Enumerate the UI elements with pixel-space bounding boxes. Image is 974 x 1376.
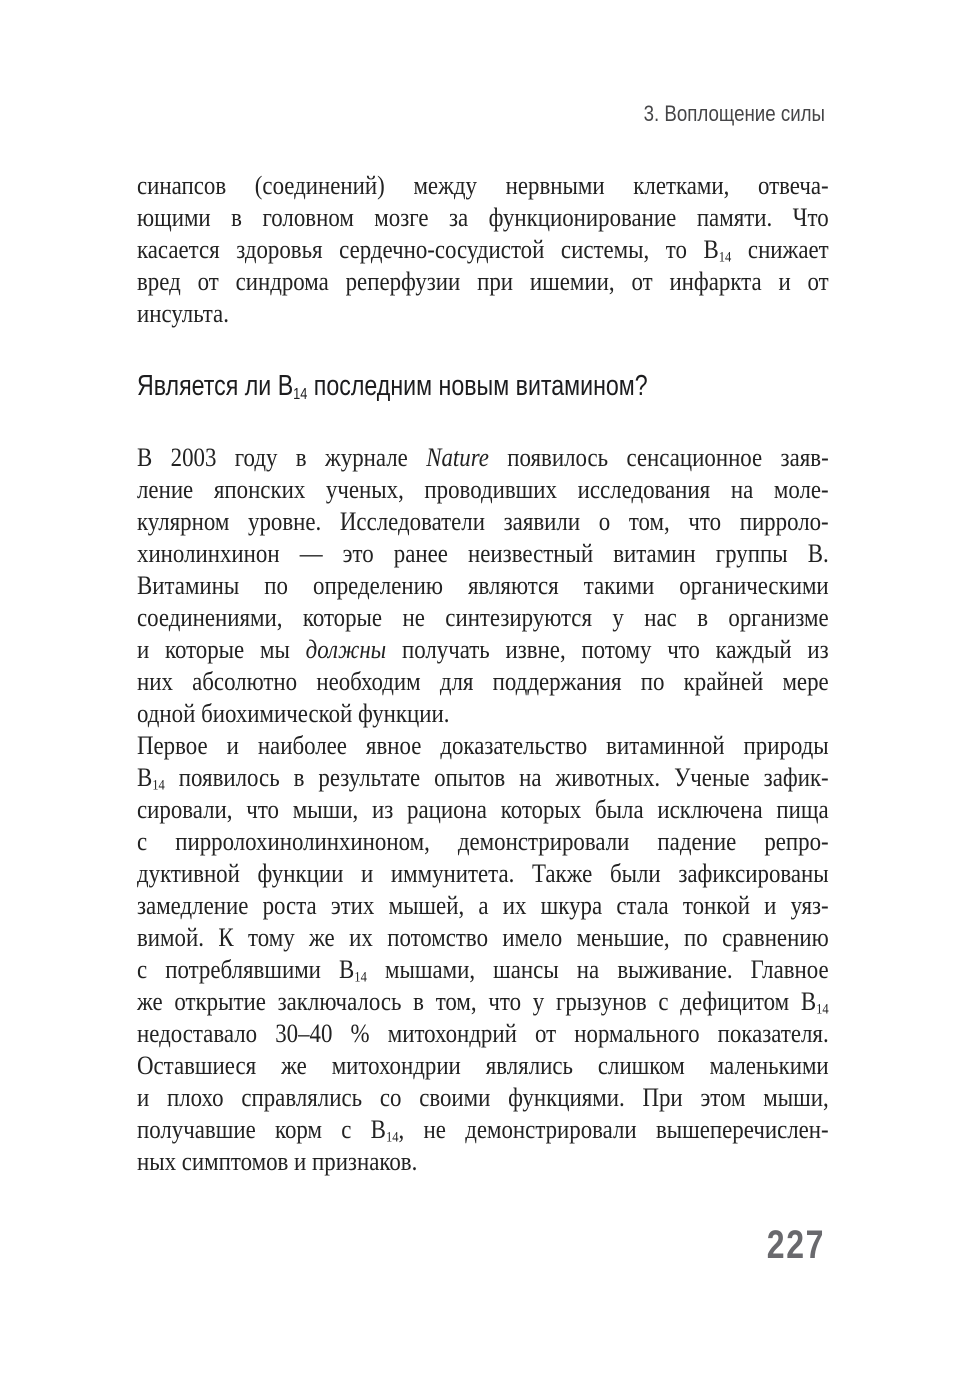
- text-segment: ных симптомов и признаков.: [137, 1147, 418, 1176]
- text-segment: же открытие заключалось в том, что у грызунов с дефицитом В: [137, 987, 817, 1016]
- text-segment: появилось в результате опытов на животных. Ученые зафик-: [164, 763, 829, 792]
- text-line: [137, 922, 829, 954]
- text-line: [137, 826, 829, 858]
- text-segment: одной биохимической функции.: [137, 699, 450, 728]
- section-heading: [137, 368, 769, 404]
- text-segment: касается здоровья сердечно-сосудистой системы, то В: [137, 235, 719, 264]
- text-segment: дуктивной функции и иммунитета. Также были зафиксированы: [137, 859, 829, 888]
- page-number: 227: [766, 1223, 825, 1267]
- text-line: [137, 730, 829, 762]
- text-line: [137, 762, 829, 794]
- text-line: [137, 1146, 829, 1178]
- text-segment: сировали, что мыши, из рациона которых была исключена пища: [137, 795, 829, 824]
- text-segment: Витамины по определению являются такими органическими: [137, 571, 829, 600]
- text-line: [137, 666, 829, 698]
- text-line: [137, 474, 829, 506]
- subscript-text: 14: [385, 1129, 399, 1146]
- text-segment: с потреблявшими В: [137, 955, 355, 984]
- text-segment: Первое и наиболее явное доказательство витаминной природы: [137, 731, 829, 760]
- text-line: [137, 538, 829, 570]
- text-segment: них абсолютно необходим для поддержания по крайней мере: [137, 667, 829, 696]
- text-segment: ление японских ученых, проводивших исследования на моле-: [137, 475, 829, 504]
- italic-text: Nature: [426, 443, 489, 472]
- text-line: [137, 698, 829, 730]
- italic-text: должны: [305, 635, 387, 664]
- text-line: [137, 858, 829, 890]
- text-segment: снижает: [731, 235, 829, 264]
- text-line: [137, 1114, 829, 1146]
- text-line: [137, 266, 829, 298]
- text-segment: вимой. К тому же их потомство имело меньшие, по сравнению: [137, 923, 829, 952]
- text-line: [137, 298, 829, 330]
- text-segment: с пирролохинолинхиноном, демонстрировали падение репро-: [137, 827, 829, 856]
- text-line: [137, 794, 829, 826]
- subscript-text: 14: [718, 249, 732, 266]
- text-segment: Является ли В: [137, 370, 294, 402]
- text-segment: соединениями, которые не синтезируются у нас в организме: [137, 603, 829, 632]
- subscript-text: 14: [152, 777, 165, 794]
- text-line: [137, 602, 829, 634]
- text-segment: , не демонстрировали вышеперечислен-: [398, 1115, 829, 1144]
- paragraph-nature-2003: [137, 442, 829, 730]
- text-segment: мышами, шансы на выживание. Главное: [366, 955, 829, 984]
- text-line: [137, 1018, 829, 1050]
- subscript-text: 14: [293, 385, 308, 403]
- text-segment: хинолинхинон — это ранее неизвестный витамин группы В.: [137, 539, 829, 568]
- text-segment: и плохо справлялись со своими функциями. При этом мыши,: [137, 1083, 829, 1112]
- text-segment: и которые мы: [137, 635, 306, 664]
- text-segment: получавшие корм с В: [137, 1115, 386, 1144]
- paragraph-synapses: [137, 170, 829, 330]
- text-segment: последним новым витамином?: [307, 370, 648, 402]
- text-line: [137, 986, 829, 1018]
- text-segment: ющими в головном мозге за функционирование памяти. Что: [137, 203, 829, 232]
- text-segment: кулярном уровне. Исследователи заявили о том, что пирроло-: [137, 507, 829, 536]
- text-segment: появилось сенсационное заяв-: [488, 443, 829, 472]
- text-segment: замедление роста этих мышей, а их шкура стала тонкой и уяз-: [137, 891, 829, 920]
- text-line: [137, 954, 829, 986]
- text-segment: вред от синдрома реперфузии при ишемии, от инфаркта и от: [137, 267, 829, 296]
- text-line: [137, 442, 829, 474]
- text-line: [137, 890, 829, 922]
- text-segment: В: [137, 763, 153, 792]
- paragraph-mice-experiments: [137, 730, 829, 1178]
- subscript-text: 14: [354, 969, 367, 986]
- text-line: [137, 1050, 829, 1082]
- subscript-text: 14: [816, 1001, 829, 1018]
- text-line: [137, 170, 829, 202]
- text-line: [137, 202, 829, 234]
- text-segment: инсульта.: [137, 299, 229, 328]
- running-head: 3. Воплощение силы: [643, 101, 825, 126]
- text-line: [137, 506, 829, 538]
- text-segment: синапсов (соединений) между нервными клетками, отвеча-: [137, 171, 829, 200]
- page-content: [137, 170, 927, 1178]
- text-line: [137, 570, 829, 602]
- text-segment: получать извне, потому что каждый из: [386, 635, 829, 664]
- text-segment: В 2003 году в журнале: [137, 443, 427, 472]
- text-segment: недоставало 30–40 % митохондрий от нормального показателя.: [137, 1019, 829, 1048]
- text-line: [137, 634, 829, 666]
- text-line: [137, 1082, 829, 1114]
- text-line: [137, 234, 829, 266]
- text-segment: Оставшиеся же митохондрии являлись слишком маленькими: [137, 1051, 829, 1080]
